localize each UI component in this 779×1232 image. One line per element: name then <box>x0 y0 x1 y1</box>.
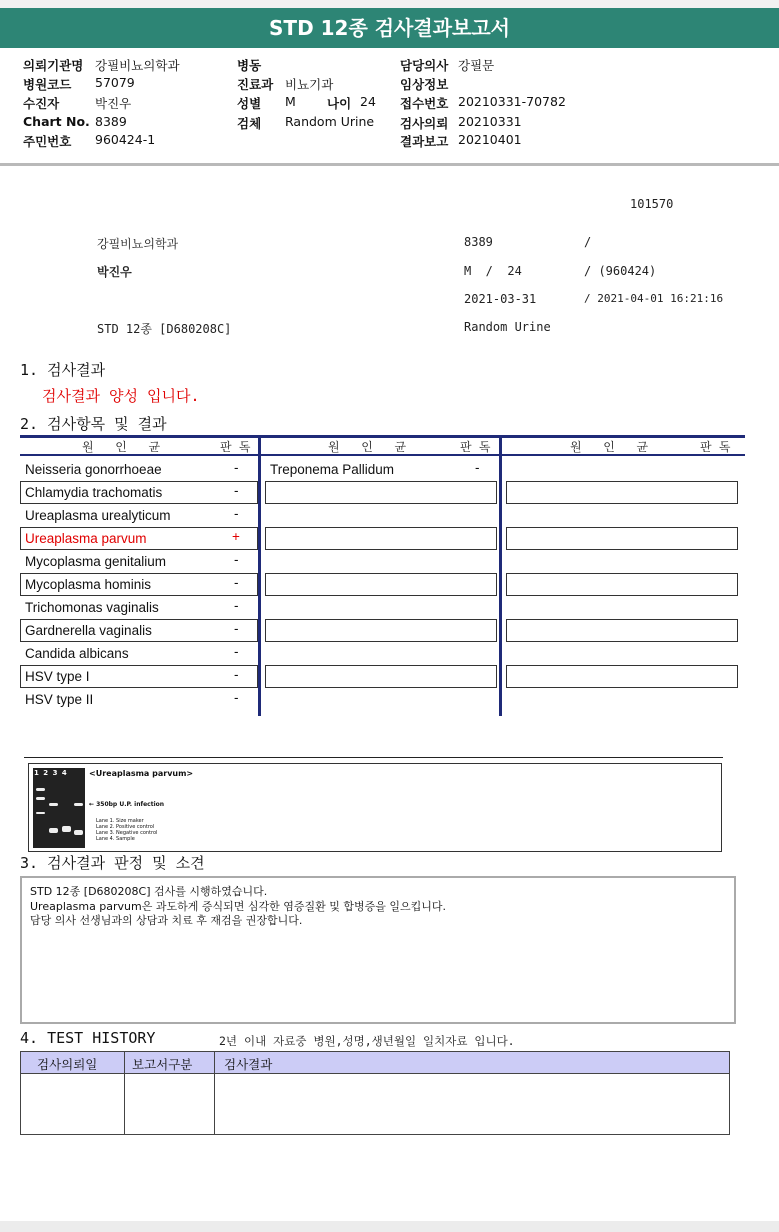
history-col-divider <box>124 1051 125 1135</box>
top-strip <box>0 0 779 8</box>
gel-image <box>33 768 85 848</box>
header-value: 강필비뇨의학과 <box>95 58 180 73</box>
request-date: 2021-03-31 <box>464 292 537 306</box>
column-divider <box>499 435 502 716</box>
history-header-rule <box>20 1073 730 1074</box>
specimen: Random Urine <box>464 320 551 334</box>
header-label: 결과보고 <box>400 134 449 149</box>
header-label: 의뢰기관명 <box>23 58 84 73</box>
row-box <box>506 619 738 642</box>
row-box <box>506 665 738 688</box>
pathogen-result: - <box>234 506 239 521</box>
pathogen-result: - <box>475 460 480 475</box>
history-note: 2년 이내 자료중 병원,성명,생년월일 일치자료 입니다. <box>219 1034 515 1048</box>
header-label: 병동 <box>237 58 262 73</box>
chart-number: 8389 <box>464 235 493 249</box>
header-label: 임상정보 <box>400 77 449 92</box>
birth-date: / (960424) <box>584 264 657 278</box>
row-box <box>265 527 497 550</box>
pathogen-name: Mycoplasma hominis <box>25 577 152 592</box>
gel-title: <Ureaplasma parvum> <box>89 769 194 778</box>
gel-band <box>36 812 45 814</box>
opinion-line: 담당 의사 선생님과의 상담과 치료 후 재검을 권장합니다. <box>30 914 303 927</box>
pathogen-name-positive: Ureaplasma parvum <box>25 531 147 546</box>
overall-result: 검사결과 양성 입니다. <box>42 387 200 405</box>
pathogen-name: Treponema Pallidum <box>270 462 395 477</box>
column-divider <box>258 435 261 716</box>
header-label: Chart No. <box>23 114 90 129</box>
gel-band <box>49 828 58 833</box>
gel-band <box>74 803 83 806</box>
header-value: 57079 <box>95 75 135 90</box>
gel-band <box>36 797 45 800</box>
header-value: Random Urine <box>285 114 375 129</box>
row-box <box>265 481 497 504</box>
section-1-title: 1. 검사결과 <box>20 361 106 379</box>
history-col-divider <box>214 1051 215 1135</box>
header-value: 박진우 <box>95 96 132 111</box>
header-label: 담당의사 <box>400 58 449 73</box>
gel-lane-numbers: 1 2 3 4 <box>34 769 67 777</box>
pathogen-result: - <box>234 460 239 475</box>
row-box <box>506 481 738 504</box>
test-name: STD 12종 [D680208C] <box>97 322 232 336</box>
opinion-line: STD 12종 [D680208C] 검사를 시행하였습니다. <box>30 885 268 898</box>
header-value: 20210331 <box>458 114 522 129</box>
pathogen-result-positive: + <box>232 529 240 544</box>
pathogen-name: Neisseria gonorrhoeae <box>25 462 162 477</box>
section-4-title: 4. TEST HISTORY <box>20 1029 156 1047</box>
header-value: 960424-1 <box>95 132 156 147</box>
pathogen-result: - <box>234 575 239 590</box>
pathogen-name: Gardnerella vaginalis <box>25 623 152 638</box>
header-label: 수진자 <box>23 96 60 111</box>
gel-legend: Lane 3. Negative control <box>96 830 158 836</box>
gel-legend: Lane 4. Sample <box>96 836 135 842</box>
gel-legend: Lane 1. Size maker <box>96 818 144 824</box>
header-label: 병원코드 <box>23 77 72 92</box>
header-pathogen: 원 인 균 <box>570 440 649 454</box>
pathogen-name: Candida albicans <box>25 646 129 661</box>
clinic-name: 강필비뇨의학과 <box>97 237 179 251</box>
row-box <box>506 527 738 550</box>
gel-band <box>49 803 58 806</box>
pathogen-result: - <box>234 667 239 682</box>
section-2-title: 2. 검사항목 및 결과 <box>20 415 167 433</box>
gel-legend: Lane 2. Positive control <box>96 824 155 830</box>
header-result: 판 독 <box>220 440 251 454</box>
pathogen-result: - <box>234 598 239 613</box>
history-header-row <box>21 1052 729 1073</box>
sex-age: M / 24 <box>464 264 522 278</box>
figure-top-rule <box>24 757 723 758</box>
pathogen-name: Trichomonas vaginalis <box>25 600 159 615</box>
pathogen-name: HSV type II <box>25 692 94 707</box>
report-number: 101570 <box>630 197 674 211</box>
header-pathogen: 원 인 균 <box>82 440 161 454</box>
header-label: 접수번호 <box>400 96 449 111</box>
header-value: 강필문 <box>458 58 495 73</box>
pathogen-result: - <box>234 690 239 705</box>
gel-band <box>62 826 71 832</box>
pathogen-result: - <box>234 552 239 567</box>
header-value: 20210331-70782 <box>458 94 566 109</box>
header-label: 진료과 <box>237 77 274 92</box>
header-row <box>23 56 83 74</box>
header-result: 판 독 <box>460 440 491 454</box>
header-value: 20210401 <box>458 132 522 147</box>
gel-band <box>36 788 45 791</box>
header-pathogen: 원 인 균 <box>328 440 407 454</box>
header-label: 검사의뢰 <box>400 116 449 131</box>
row-box <box>506 573 738 596</box>
row-box <box>265 573 497 596</box>
header-label: 주민번호 <box>23 134 72 149</box>
gel-band <box>74 830 83 835</box>
header-value: 8389 <box>95 114 127 129</box>
report-title: STD 12종 검사결과보고서 <box>0 8 779 48</box>
gel-band-label: ← 350bp U.P. infection <box>89 801 165 808</box>
history-header-date: 검사의뢰일 <box>37 1057 98 1072</box>
pathogen-result: - <box>234 483 239 498</box>
header-divider <box>0 163 779 166</box>
header-label: 검체 <box>237 116 262 131</box>
bottom-strip <box>0 1221 779 1232</box>
row-box <box>265 665 497 688</box>
patient-name: 박진우 <box>97 265 132 279</box>
pathogen-name: HSV type I <box>25 669 90 684</box>
header-value: 24 <box>360 94 376 109</box>
pathogen-name: Chlamydia trachomatis <box>25 485 163 500</box>
header-result: 판 독 <box>700 440 731 454</box>
pathogen-result: - <box>234 644 239 659</box>
header-value: M <box>285 94 296 109</box>
header-label: 성별 <box>237 96 262 111</box>
history-header-type: 보고서구분 <box>132 1057 193 1072</box>
row-box <box>265 619 497 642</box>
pathogen-name: Ureaplasma urealyticum <box>25 508 171 523</box>
pathogen-name: Mycoplasma genitalium <box>25 554 167 569</box>
header-value: 비뇨기과 <box>285 77 334 92</box>
history-header-result: 검사결과 <box>224 1057 273 1072</box>
header-label: 나이 <box>327 96 352 111</box>
pathogen-result: - <box>234 621 239 636</box>
section-3-title: 3. 검사결과 판정 및 소견 <box>20 854 205 872</box>
opinion-line: Ureaplasma parvum은 과도하게 증식되면 심각한 염증질환 및 합병증을 일으킵니다. <box>30 900 446 913</box>
slash-separator: / <box>584 235 592 249</box>
report-date: / 2021-04-01 16:21:16 <box>584 292 724 305</box>
